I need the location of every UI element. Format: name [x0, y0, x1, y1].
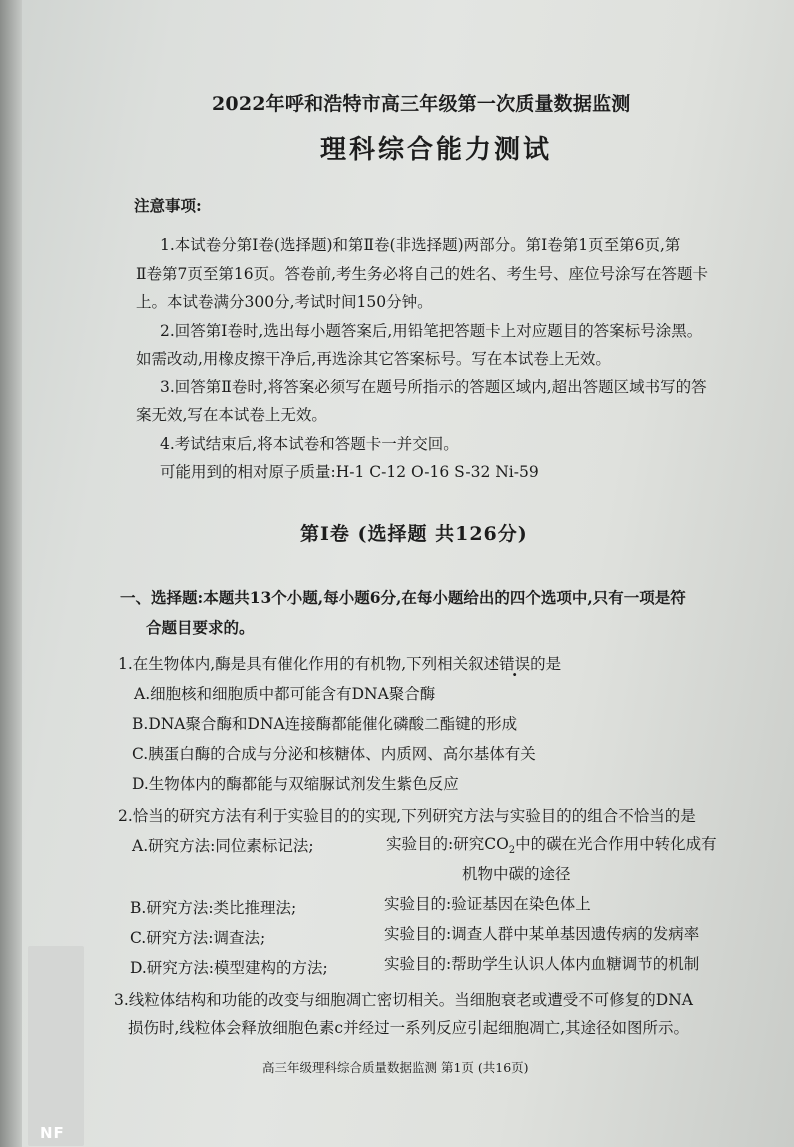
notes-line-5: 如需改动,用橡皮擦干净后,再选涂其它答案标号。写在本试卷上无效。	[136, 350, 611, 368]
page-footer: 高三年级理科综合质量数据监测 第1页 (共16页)	[262, 1060, 529, 1075]
notes-line-8: 4.考试结束后,将本试卷和答题卡一并交回。	[160, 435, 459, 453]
q2-row-b-goal: 实验目的:验证基因在染色体上	[384, 895, 591, 913]
notes-line-4: 2.回答第Ⅰ卷时,选出每小题答案后,用铅笔把答题卡上对应题目的答案标号涂黑。	[160, 322, 703, 340]
q1-stem	[118, 654, 561, 674]
q2-row-a-goal-cont: 机物中碳的途径	[462, 865, 571, 883]
blank-tab	[28, 946, 84, 1146]
q2-row-d-goal: 实验目的:帮助学生认识人体内血糖调节的机制	[384, 955, 700, 973]
q3-line-2: 损伤时,线粒体会释放细胞色素c并经过一系列反应引起细胞凋亡,其途径如图所示。	[128, 1019, 690, 1037]
atomic-masses: 可能用到的相对原子质量:H-1 C-12 O-16 S-32 Ni-59	[160, 463, 539, 481]
notes-heading: 注意事项:	[134, 196, 202, 215]
exam-subtitle: 理科综合能力测试	[320, 135, 553, 165]
q3-line-1: 3.线粒体结构和功能的改变与细胞凋亡密切相关。当细胞衰老或遭受不可修复的DNA	[114, 991, 693, 1009]
section-title: 第Ⅰ卷 (选择题 共126分)	[300, 523, 528, 545]
notes-line-7: 案无效,写在本试卷上无效。	[136, 406, 327, 424]
q2-row-a-goal-sub: 2	[508, 845, 516, 857]
q1-option-b: B.DNA聚合酶和DNA连接酶都能催化磷酸二酯键的形成	[132, 715, 518, 733]
q2-row-d-method: D.研究方法:模型建构的方法;	[130, 959, 328, 977]
section-instruction-2: 合题目要求的。	[146, 618, 255, 637]
q1-stem-emphasis: 错误	[499, 655, 531, 673]
q2-row-a-method: A.研究方法:同位素标记法;	[132, 837, 314, 855]
exam-title: 2022年呼和浩特市高三年级第一次质量数据监测	[212, 93, 631, 115]
q2-row-c-goal: 实验目的:调查人群中某单基因遗传病的发病率	[384, 925, 700, 943]
q1-option-c: C.胰蛋白酶的合成与分泌和核糖体、内质网、高尔基体有关	[132, 745, 536, 763]
q2-stem: 2.恰当的研究方法有利于实验目的的实现,下列研究方法与实验目的的组合不恰当的是	[118, 807, 696, 825]
q1-stem-suffix: 的是	[530, 655, 562, 673]
q2-row-a-goal-suffix: 中的碳在光合作用中转化成有	[515, 835, 717, 853]
q1-stem-prefix: 1.在生物体内,酶是具有催化作用的有机物,下列相关叙述	[118, 655, 500, 673]
paper-shadow-edge	[0, 0, 22, 1147]
q2-row-b-method: B.研究方法:类比推理法;	[130, 899, 297, 917]
notes-line-1: 1.本试卷分第Ⅰ卷(选择题)和第Ⅱ卷(非选择题)两部分。第Ⅰ卷第1页至第6页,第	[160, 236, 681, 254]
section-instruction-1: 一、选择题:本题共13个小题,每小题6分,在每小题给出的四个选项中,只有一项是符	[120, 588, 686, 607]
corner-mark: NF	[40, 1124, 65, 1142]
notes-line-6: 3.回答第Ⅱ卷时,将答案必须写在题号所指示的答题区域内,超出答题区域书写的答	[160, 378, 707, 396]
q2-row-c-method: C.研究方法:调查法;	[130, 929, 266, 947]
q1-option-d: D.生物体内的酶都能与双缩脲试剂发生紫色反应	[132, 775, 459, 793]
q2-row-a-goal	[386, 834, 717, 861]
notes-line-3: 上。本试卷满分300分,考试时间150分钟。	[136, 293, 433, 311]
q2-row-a-goal-prefix: 实验目的:研究CO	[386, 835, 509, 853]
q1-option-a: A.细胞核和细胞质中都可能含有DNA聚合酶	[134, 685, 436, 703]
notes-line-2: Ⅱ卷第7页至第16页。答卷前,考生务必将自己的姓名、考生号、座位号涂写在答题卡	[136, 265, 709, 283]
